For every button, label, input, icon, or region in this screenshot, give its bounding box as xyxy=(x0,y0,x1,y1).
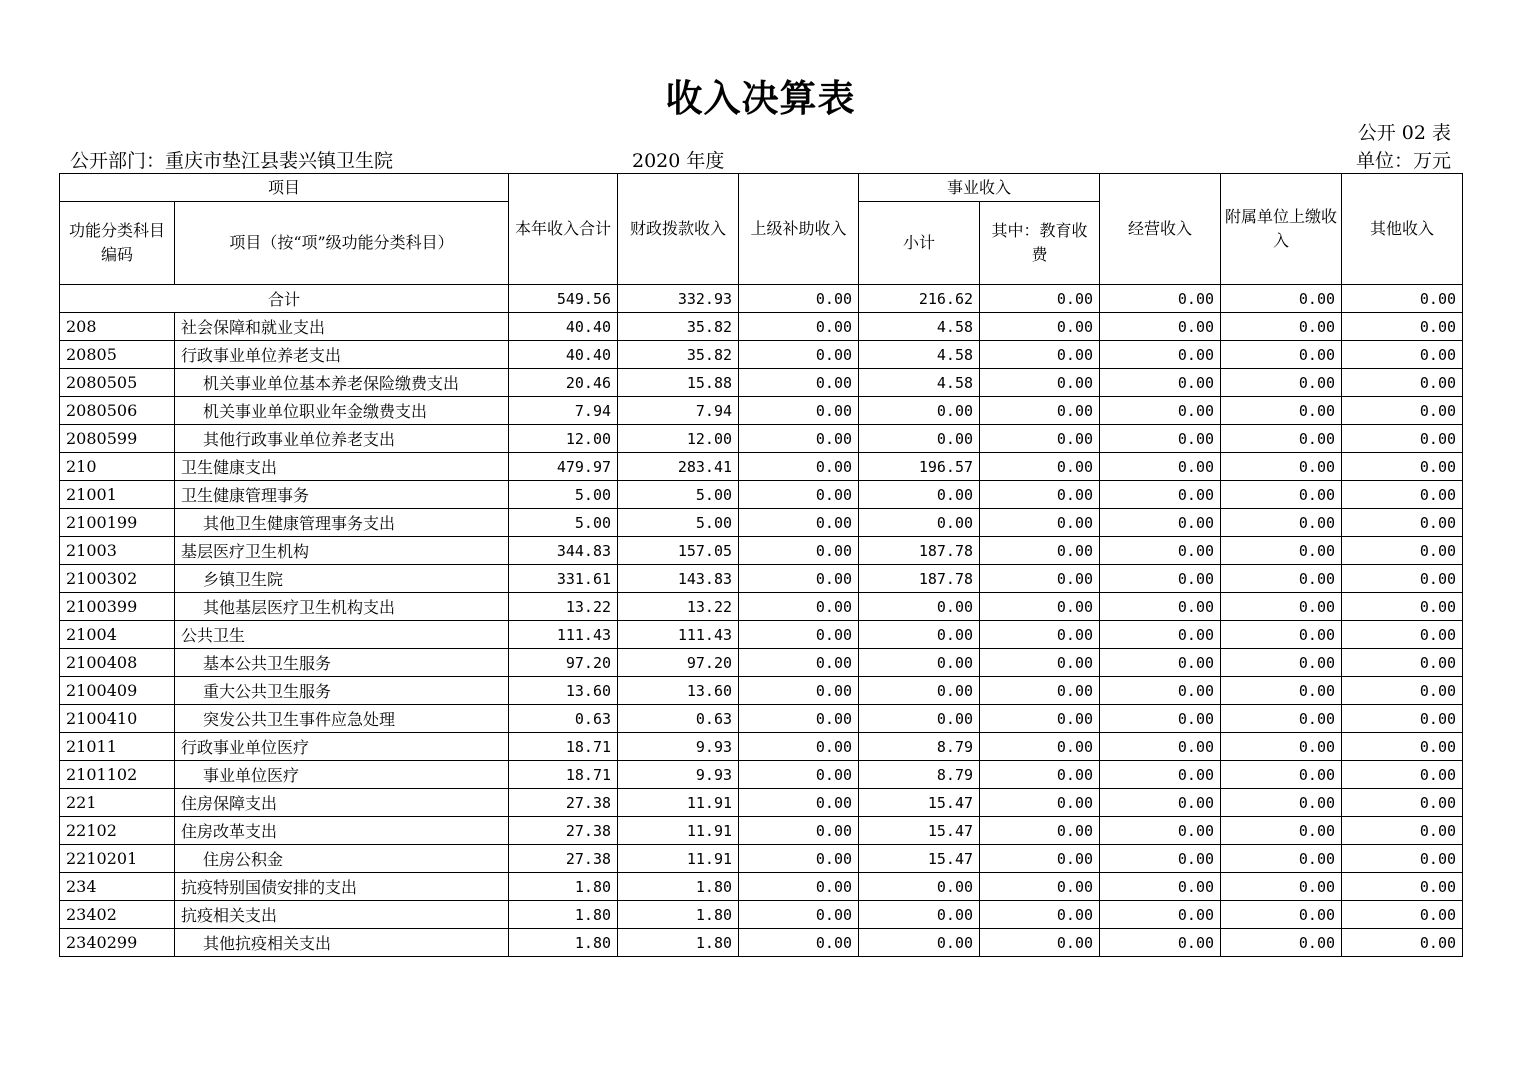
row-value: 331.61 xyxy=(509,565,618,593)
row-code: 221 xyxy=(60,789,175,817)
row-value: 0.00 xyxy=(1100,425,1221,453)
row-value: 0.00 xyxy=(739,705,859,733)
row-code: 2210201 xyxy=(60,845,175,873)
row-value: 0.00 xyxy=(1342,341,1463,369)
row-value: 0.00 xyxy=(1221,705,1342,733)
row-value: 0.00 xyxy=(980,761,1100,789)
row-value: 0.00 xyxy=(1100,873,1221,901)
total-value: 0.00 xyxy=(1221,285,1342,313)
row-value: 0.00 xyxy=(739,789,859,817)
row-value: 0.00 xyxy=(1342,705,1463,733)
row-value: 111.43 xyxy=(618,621,739,649)
row-value: 0.00 xyxy=(980,453,1100,481)
row-value: 0.00 xyxy=(980,789,1100,817)
row-value: 0.00 xyxy=(859,873,980,901)
row-value: 15.47 xyxy=(859,789,980,817)
row-name: 行政事业单位医疗 xyxy=(175,733,509,761)
row-value: 0.00 xyxy=(1100,453,1221,481)
row-value: 5.00 xyxy=(509,481,618,509)
row-value: 0.00 xyxy=(1221,817,1342,845)
row-value: 0.00 xyxy=(980,313,1100,341)
row-code: 21003 xyxy=(60,537,175,565)
row-value: 0.00 xyxy=(1100,705,1221,733)
header-code: 功能分类科目编码 xyxy=(60,202,175,285)
row-value: 0.00 xyxy=(1221,873,1342,901)
row-value: 0.00 xyxy=(980,733,1100,761)
row-value: 0.00 xyxy=(1221,369,1342,397)
total-value: 549.56 xyxy=(509,285,618,313)
row-name: 基层医疗卫生机构 xyxy=(175,537,509,565)
row-code: 22102 xyxy=(60,817,175,845)
table-row xyxy=(60,873,1463,901)
row-value: 0.00 xyxy=(1342,649,1463,677)
row-name: 乡镇卫生院 xyxy=(175,565,509,593)
table-row xyxy=(60,677,1463,705)
row-value: 0.00 xyxy=(1100,313,1221,341)
row-value: 13.60 xyxy=(509,677,618,705)
fiscal-year: 2020 年度 xyxy=(632,150,725,172)
row-value: 0.00 xyxy=(980,341,1100,369)
row-name: 行政事业单位养老支出 xyxy=(175,341,509,369)
row-value: 283.41 xyxy=(618,453,739,481)
row-name: 住房公积金 xyxy=(175,845,509,873)
row-value: 0.00 xyxy=(1100,341,1221,369)
row-value: 0.00 xyxy=(1342,677,1463,705)
row-value: 0.00 xyxy=(1342,789,1463,817)
row-code: 2080505 xyxy=(60,369,175,397)
row-value: 0.00 xyxy=(1100,649,1221,677)
row-code: 21001 xyxy=(60,481,175,509)
row-value: 35.82 xyxy=(618,341,739,369)
row-name: 抗疫相关支出 xyxy=(175,901,509,929)
row-value: 0.00 xyxy=(1221,537,1342,565)
row-value: 0.00 xyxy=(859,593,980,621)
row-value: 97.20 xyxy=(618,649,739,677)
row-value: 0.00 xyxy=(1342,733,1463,761)
row-value: 0.63 xyxy=(509,705,618,733)
row-name: 卫生健康管理事务 xyxy=(175,481,509,509)
row-value: 0.00 xyxy=(859,901,980,929)
row-value: 0.00 xyxy=(859,649,980,677)
row-code: 2100408 xyxy=(60,649,175,677)
row-value: 0.00 xyxy=(739,453,859,481)
total-value: 332.93 xyxy=(618,285,739,313)
row-value: 0.00 xyxy=(1100,369,1221,397)
row-value: 0.00 xyxy=(859,425,980,453)
unit-label: 单位：万元 xyxy=(1355,150,1451,172)
row-value: 344.83 xyxy=(509,537,618,565)
row-value: 0.00 xyxy=(1221,341,1342,369)
row-value: 0.00 xyxy=(739,593,859,621)
row-value: 5.00 xyxy=(618,509,739,537)
row-name: 公共卫生 xyxy=(175,621,509,649)
row-value: 0.00 xyxy=(1221,677,1342,705)
row-value: 0.00 xyxy=(1342,929,1463,957)
table-row xyxy=(60,621,1463,649)
row-code: 2080506 xyxy=(60,397,175,425)
row-name: 突发公共卫生事件应急处理 xyxy=(175,705,509,733)
row-value: 0.00 xyxy=(980,593,1100,621)
row-name: 社会保障和就业支出 xyxy=(175,313,509,341)
row-value: 12.00 xyxy=(509,425,618,453)
row-code: 2100410 xyxy=(60,705,175,733)
row-value: 4.58 xyxy=(859,369,980,397)
header-education: 其中：教育收费 xyxy=(980,202,1100,285)
header-superior: 上级补助收入 xyxy=(739,174,859,285)
header-item: 项目 xyxy=(60,174,509,202)
row-value: 0.00 xyxy=(1221,565,1342,593)
row-value: 0.00 xyxy=(859,481,980,509)
header-fiscal: 财政拨款收入 xyxy=(618,174,739,285)
row-value: 18.71 xyxy=(509,733,618,761)
total-value: 0.00 xyxy=(1342,285,1463,313)
row-value: 0.00 xyxy=(1221,425,1342,453)
row-value: 0.00 xyxy=(1342,369,1463,397)
row-value: 0.00 xyxy=(1100,537,1221,565)
row-value: 1.80 xyxy=(618,929,739,957)
row-value: 0.00 xyxy=(980,481,1100,509)
row-value: 18.71 xyxy=(509,761,618,789)
total-value: 0.00 xyxy=(739,285,859,313)
table-row xyxy=(60,341,1463,369)
row-value: 11.91 xyxy=(618,789,739,817)
total-label: 合计 xyxy=(60,285,509,313)
table-row xyxy=(60,453,1463,481)
row-value: 0.00 xyxy=(1100,789,1221,817)
row-code: 20805 xyxy=(60,341,175,369)
row-value: 0.00 xyxy=(1221,929,1342,957)
row-value: 9.93 xyxy=(618,761,739,789)
row-value: 0.00 xyxy=(739,677,859,705)
header-business: 事业收入 xyxy=(859,174,1100,202)
row-value: 0.00 xyxy=(1342,621,1463,649)
row-code: 208 xyxy=(60,313,175,341)
row-value: 0.00 xyxy=(1342,313,1463,341)
table-row xyxy=(60,593,1463,621)
row-value: 27.38 xyxy=(509,845,618,873)
table-row xyxy=(60,369,1463,397)
row-value: 157.05 xyxy=(618,537,739,565)
header-total: 本年收入合计 xyxy=(509,174,618,285)
row-code: 21011 xyxy=(60,733,175,761)
row-value: 0.00 xyxy=(1342,593,1463,621)
row-code: 2080599 xyxy=(60,425,175,453)
row-value: 8.79 xyxy=(859,761,980,789)
row-value: 0.00 xyxy=(980,901,1100,929)
row-code: 2100399 xyxy=(60,593,175,621)
row-code: 210 xyxy=(60,453,175,481)
table-row xyxy=(60,649,1463,677)
row-value: 0.00 xyxy=(739,565,859,593)
row-value: 0.00 xyxy=(1100,845,1221,873)
row-name: 其他行政事业单位养老支出 xyxy=(175,425,509,453)
row-value: 0.00 xyxy=(1100,593,1221,621)
row-value: 0.00 xyxy=(980,817,1100,845)
row-code: 2100302 xyxy=(60,565,175,593)
row-value: 9.93 xyxy=(618,733,739,761)
row-value: 0.00 xyxy=(739,481,859,509)
row-value: 0.00 xyxy=(859,509,980,537)
row-value: 20.46 xyxy=(509,369,618,397)
row-value: 4.58 xyxy=(859,313,980,341)
row-value: 0.00 xyxy=(739,817,859,845)
row-value: 0.00 xyxy=(1100,929,1221,957)
row-value: 1.80 xyxy=(618,873,739,901)
row-name: 卫生健康支出 xyxy=(175,453,509,481)
row-value: 0.00 xyxy=(1221,593,1342,621)
row-value: 0.00 xyxy=(739,929,859,957)
row-value: 0.00 xyxy=(1342,565,1463,593)
row-value: 0.00 xyxy=(739,341,859,369)
row-value: 0.00 xyxy=(980,929,1100,957)
header-other: 其他收入 xyxy=(1342,174,1463,285)
row-value: 40.40 xyxy=(509,313,618,341)
row-code: 2340299 xyxy=(60,929,175,957)
row-value: 11.91 xyxy=(618,845,739,873)
table-row xyxy=(60,313,1463,341)
row-value: 1.80 xyxy=(509,929,618,957)
row-value: 0.00 xyxy=(1221,481,1342,509)
row-value: 0.00 xyxy=(1221,621,1342,649)
row-value: 0.00 xyxy=(980,369,1100,397)
table-row xyxy=(60,397,1463,425)
row-value: 0.00 xyxy=(1100,901,1221,929)
row-value: 0.00 xyxy=(980,621,1100,649)
row-value: 12.00 xyxy=(618,425,739,453)
row-value: 0.00 xyxy=(980,845,1100,873)
header-subtotal: 小计 xyxy=(859,202,980,285)
row-value: 0.00 xyxy=(980,649,1100,677)
row-value: 40.40 xyxy=(509,341,618,369)
row-value: 0.00 xyxy=(1100,817,1221,845)
row-value: 1.80 xyxy=(509,901,618,929)
row-name: 机关事业单位职业年金缴费支出 xyxy=(175,397,509,425)
department-label: 公开部门：重庆市垫江县裴兴镇卫生院 xyxy=(70,150,394,172)
row-value: 0.00 xyxy=(980,705,1100,733)
table-row xyxy=(60,705,1463,733)
table-row xyxy=(60,733,1463,761)
row-value: 0.00 xyxy=(1342,817,1463,845)
total-value: 216.62 xyxy=(859,285,980,313)
row-name: 基本公共卫生服务 xyxy=(175,649,509,677)
row-code: 234 xyxy=(60,873,175,901)
row-value: 0.00 xyxy=(1100,509,1221,537)
table-row xyxy=(60,789,1463,817)
row-name: 其他抗疫相关支出 xyxy=(175,929,509,957)
row-code: 23402 xyxy=(60,901,175,929)
row-value: 0.00 xyxy=(739,901,859,929)
table-row xyxy=(60,509,1463,537)
row-value: 479.97 xyxy=(509,453,618,481)
table-number: 公开 02 表 xyxy=(1357,122,1451,144)
row-value: 0.00 xyxy=(739,649,859,677)
row-value: 0.00 xyxy=(739,397,859,425)
row-value: 5.00 xyxy=(618,481,739,509)
row-value: 0.00 xyxy=(739,369,859,397)
row-value: 0.00 xyxy=(1342,509,1463,537)
row-name: 住房保障支出 xyxy=(175,789,509,817)
row-value: 0.00 xyxy=(1221,733,1342,761)
row-value: 0.00 xyxy=(859,397,980,425)
row-value: 0.00 xyxy=(1221,313,1342,341)
row-name: 其他基层医疗卫生机构支出 xyxy=(175,593,509,621)
row-value: 27.38 xyxy=(509,817,618,845)
row-value: 0.00 xyxy=(739,537,859,565)
row-value: 0.00 xyxy=(859,929,980,957)
row-value: 1.80 xyxy=(618,901,739,929)
row-name: 事业单位医疗 xyxy=(175,761,509,789)
table-row xyxy=(60,481,1463,509)
row-value: 15.47 xyxy=(859,817,980,845)
header-affiliated: 附属单位上缴收入 xyxy=(1221,174,1342,285)
table-row xyxy=(60,565,1463,593)
row-value: 0.00 xyxy=(1100,621,1221,649)
row-code: 2100199 xyxy=(60,509,175,537)
row-value: 0.00 xyxy=(739,509,859,537)
row-value: 0.00 xyxy=(1100,677,1221,705)
row-value: 8.79 xyxy=(859,733,980,761)
row-value: 0.00 xyxy=(980,425,1100,453)
row-value: 15.88 xyxy=(618,369,739,397)
row-value: 111.43 xyxy=(509,621,618,649)
row-name: 抗疫特别国债安排的支出 xyxy=(175,873,509,901)
row-value: 0.00 xyxy=(739,873,859,901)
row-value: 0.00 xyxy=(1221,789,1342,817)
table-row xyxy=(60,425,1463,453)
total-value: 0.00 xyxy=(1100,285,1221,313)
row-value: 196.57 xyxy=(859,453,980,481)
table-row xyxy=(60,845,1463,873)
row-value: 7.94 xyxy=(618,397,739,425)
row-value: 7.94 xyxy=(509,397,618,425)
header-name: 项目（按“项”级功能分类科目） xyxy=(175,202,509,285)
row-value: 5.00 xyxy=(509,509,618,537)
row-code: 21004 xyxy=(60,621,175,649)
row-value: 0.00 xyxy=(1221,901,1342,929)
header-operating: 经营收入 xyxy=(1100,174,1221,285)
row-value: 0.00 xyxy=(980,509,1100,537)
row-value: 0.00 xyxy=(1342,481,1463,509)
row-code: 2100409 xyxy=(60,677,175,705)
row-value: 13.22 xyxy=(618,593,739,621)
income-table xyxy=(59,173,1463,957)
row-value: 0.00 xyxy=(1342,397,1463,425)
row-value: 0.00 xyxy=(1221,845,1342,873)
row-name: 机关事业单位基本养老保险缴费支出 xyxy=(175,369,509,397)
row-value: 0.00 xyxy=(980,397,1100,425)
row-value: 187.78 xyxy=(859,537,980,565)
page-title: 收入决算表 xyxy=(665,77,856,120)
row-value: 13.60 xyxy=(618,677,739,705)
total-value: 0.00 xyxy=(980,285,1100,313)
row-value: 0.00 xyxy=(1100,565,1221,593)
row-value: 0.00 xyxy=(980,873,1100,901)
row-value: 0.00 xyxy=(1100,397,1221,425)
table-body xyxy=(60,285,1463,957)
row-value: 35.82 xyxy=(618,313,739,341)
row-value: 27.38 xyxy=(509,789,618,817)
row-value: 0.00 xyxy=(1342,453,1463,481)
row-value: 0.00 xyxy=(739,761,859,789)
row-value: 0.00 xyxy=(859,677,980,705)
row-value: 0.00 xyxy=(739,733,859,761)
row-value: 0.00 xyxy=(1342,537,1463,565)
row-value: 0.00 xyxy=(859,705,980,733)
row-value: 0.00 xyxy=(1221,761,1342,789)
table-row xyxy=(60,929,1463,957)
row-value: 0.00 xyxy=(1100,481,1221,509)
row-value: 0.00 xyxy=(1221,509,1342,537)
row-value: 0.00 xyxy=(1100,733,1221,761)
row-value: 0.63 xyxy=(618,705,739,733)
row-value: 4.58 xyxy=(859,341,980,369)
row-value: 0.00 xyxy=(1342,761,1463,789)
row-value: 0.00 xyxy=(980,677,1100,705)
row-value: 15.47 xyxy=(859,845,980,873)
row-value: 0.00 xyxy=(1221,649,1342,677)
row-value: 0.00 xyxy=(1221,397,1342,425)
row-name: 其他卫生健康管理事务支出 xyxy=(175,509,509,537)
row-value: 0.00 xyxy=(1342,901,1463,929)
table-row xyxy=(60,901,1463,929)
row-value: 0.00 xyxy=(1342,425,1463,453)
row-value: 0.00 xyxy=(1342,845,1463,873)
row-value: 0.00 xyxy=(980,565,1100,593)
row-value: 1.80 xyxy=(509,873,618,901)
table-row xyxy=(60,761,1463,789)
row-value: 13.22 xyxy=(509,593,618,621)
row-value: 11.91 xyxy=(618,817,739,845)
row-value: 0.00 xyxy=(739,621,859,649)
row-value: 0.00 xyxy=(739,425,859,453)
row-value: 0.00 xyxy=(1100,761,1221,789)
row-value: 0.00 xyxy=(1342,873,1463,901)
table-row xyxy=(60,817,1463,845)
row-name: 重大公共卫生服务 xyxy=(175,677,509,705)
row-name: 住房改革支出 xyxy=(175,817,509,845)
total-row xyxy=(60,285,1463,313)
row-value: 0.00 xyxy=(1221,453,1342,481)
row-value: 187.78 xyxy=(859,565,980,593)
row-value: 0.00 xyxy=(739,845,859,873)
table-row xyxy=(60,537,1463,565)
row-value: 0.00 xyxy=(980,537,1100,565)
row-value: 97.20 xyxy=(509,649,618,677)
row-code: 2101102 xyxy=(60,761,175,789)
row-value: 0.00 xyxy=(739,313,859,341)
row-value: 0.00 xyxy=(859,621,980,649)
row-value: 143.83 xyxy=(618,565,739,593)
